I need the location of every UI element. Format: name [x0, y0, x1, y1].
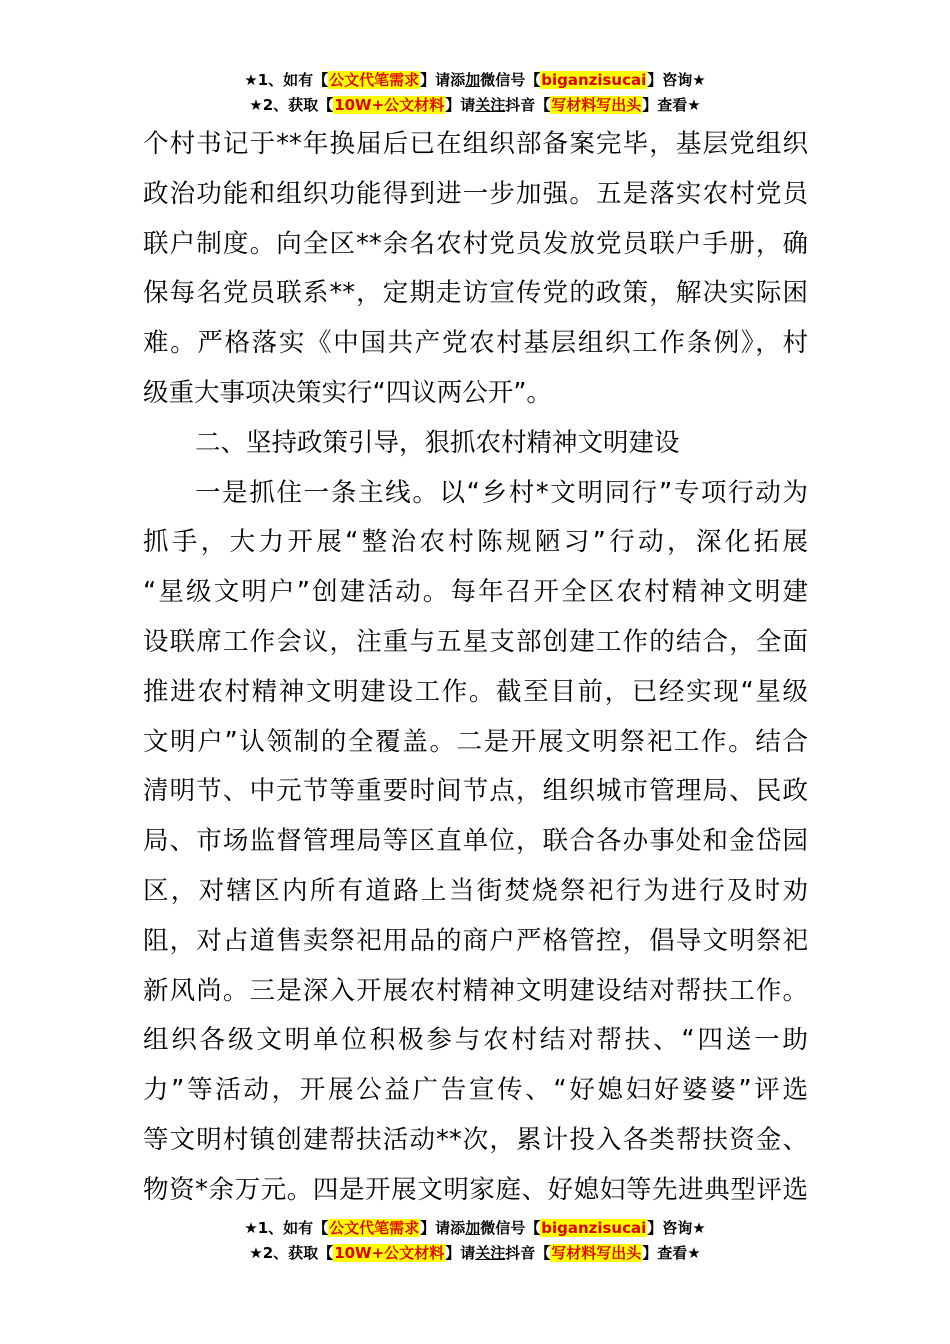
body-line: 新风尚。三是深入开展农村精神文明建设结对帮扶工作。: [143, 975, 808, 1006]
document-body: [143, 120, 808, 1216]
footer-banner: [0, 1216, 950, 1266]
body-line: 抓手，大力开展“整治农村陈规陋习”行动，深化拓展: [143, 527, 808, 558]
header-banner: [0, 68, 950, 118]
body-line: 级重大事项决策实行“四议两公开”。: [143, 377, 552, 408]
body-line: 局、市场监督管理局等区直单位，联合各办事处和金岱园: [143, 826, 808, 857]
body-line: “星级文明户”创建活动。每年召开全区农村精神文明建: [143, 577, 808, 608]
body-line: 政治功能和组织功能得到进一步加强。五是落实农村党员: [143, 178, 808, 209]
body-line: 清明节、中元节等重要时间节点，组织城市管理局、民政: [143, 776, 808, 807]
highlight-wechat-id: biganzisucai: [541, 1219, 647, 1237]
body-line: 一是抓住一条主线。以“乡村*文明同行”专项行动为: [195, 477, 808, 508]
highlight-service: 公文代笔需求: [329, 1219, 420, 1237]
body-line: 阻，对占道售卖祭祀用品的商户严格管控，倡导文明祭祀: [143, 925, 808, 956]
body-line: 保每名党员联系**，定期走访宣传党的政策，解决实际困: [143, 278, 808, 309]
banner-line-2: ★2、获取【10W+公文材料】请关注抖音【写材料写出头】查看★: [249, 96, 701, 114]
body-line: 文明户”认领制的全覆盖。二是开展文明祭祀工作。结合: [143, 726, 808, 757]
highlight-douyin: 写材料写出头: [551, 96, 642, 114]
body-line: 组织各级文明单位积极参与农村结对帮扶、“四送一助: [143, 1025, 808, 1056]
body-line: 难。严格落实《中国共产党农村基层组织工作条例》，村: [143, 328, 808, 359]
banner-line-1: ★1、如有【公文代笔需求】请添加微信号【biganzisucai】咨询★: [244, 71, 706, 89]
body-line: 个村书记于**年换届后已在组织部备案完毕，基层党组织: [143, 129, 808, 159]
body-line: 设联席工作会议，注重与五星支部创建工作的结合，全面: [143, 626, 808, 657]
highlight-wechat-id: biganzisucai: [541, 71, 647, 89]
banner-line-1: ★1、如有【公文代笔需求】请添加微信号【biganzisucai】咨询★: [244, 1219, 706, 1237]
section-heading: 二、坚持政策引导，狠抓农村精神文明建设: [195, 427, 680, 458]
highlight-service: 公文代笔需求: [329, 71, 420, 89]
body-line: 推进农村精神文明建设工作。截至目前，已经实现“星级: [143, 676, 808, 707]
body-line: 区，对辖区内所有道路上当街焚烧祭祀行为进行及时劝: [143, 875, 808, 906]
highlight-materials: 10W+公文材料: [334, 96, 445, 114]
highlight-douyin: 写材料写出头: [551, 1244, 642, 1262]
body-line: 物资*余万元。四是开展文明家庭、好媳妇等先进典型评选: [143, 1174, 808, 1205]
body-line: 等文明村镇创建帮扶活动**次，累计投入各类帮扶资金、: [143, 1124, 808, 1155]
body-line: 力”等活动，开展公益广告宣传、“好媳妇好婆婆”评选: [143, 1075, 808, 1106]
highlight-materials: 10W+公文材料: [334, 1244, 445, 1262]
banner-line-2: ★2、获取【10W+公文材料】请关注抖音【写材料写出头】查看★: [249, 1244, 701, 1262]
body-line: 联户制度。向全区**余名农村党员发放党员联户手册，确: [143, 228, 808, 259]
